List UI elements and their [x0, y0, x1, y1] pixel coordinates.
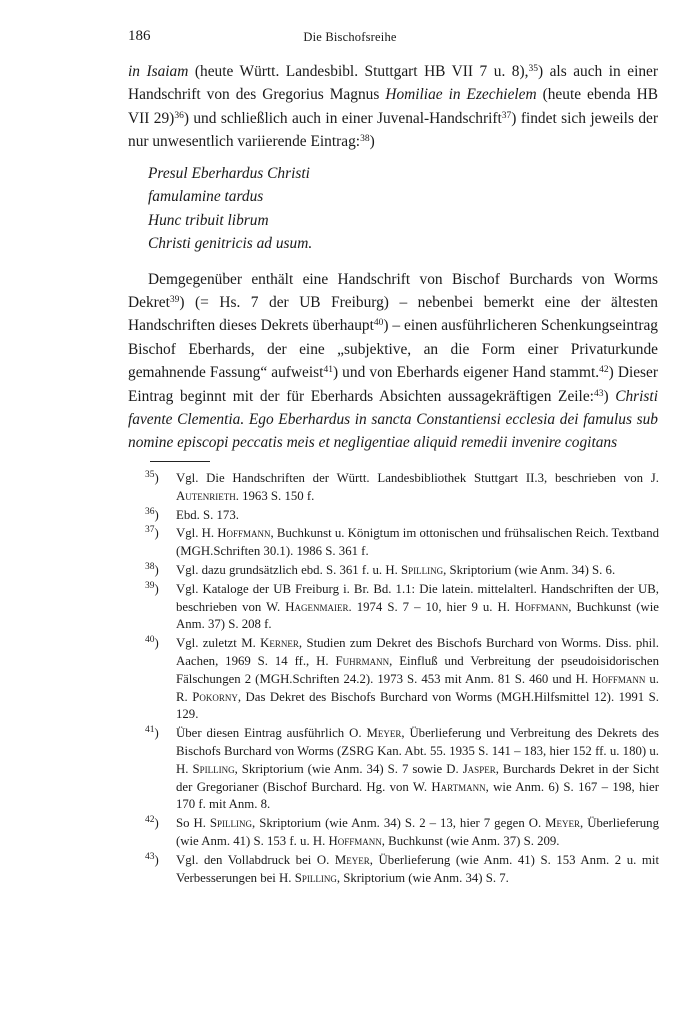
text-run: )	[369, 133, 375, 151]
footnote-ref: 43	[593, 388, 604, 399]
italic-text: in Isaiam	[128, 63, 189, 80]
text-run: (heute Württ. Landesbibl. Stuttgart HB VII 7 u. 8),	[188, 63, 529, 80]
text-run: Vgl. Die Handschriften der Württ. Landesbibliothek Stuttgart II.3, beschrieben von J.	[176, 471, 659, 485]
text-run: u. R.	[176, 671, 659, 704]
footnote	[145, 635, 659, 724]
text-run: Über diesen Eintrag ausführlich O.	[176, 726, 367, 741]
footnote	[145, 562, 659, 580]
main-text	[128, 60, 658, 455]
text-run: Demgegenüber enthält eine Handschrift von Bischof Burchards von Worms Dekret	[128, 270, 658, 312]
text-run: ) als auch in einer Handschrift von des Gregorius Magnus	[128, 63, 658, 104]
text-run: So H.	[176, 816, 210, 831]
footnote-text	[176, 636, 659, 721]
footnote-number: $^{38}$)	[145, 561, 159, 577]
author-name: Meyer	[366, 726, 402, 741]
text-run: , Überlieferung (wie Anm. 41) S. 153 Anm. 2 u. mit Verbesserungen bei H.	[176, 852, 659, 885]
paragraph	[128, 268, 658, 455]
text-run: , Einfluß und Verbreitung der pseudoisidorischen Fälschungen 2 (MGH.Schriften 24.2). 1973 S. 453 mit Anm. 81 S. 460 und H.	[176, 653, 660, 686]
footnote-text	[176, 563, 615, 577]
text-run: ) (= Hs. 7 der UB Freiburg) – nebenbei bemerkt eine der ältesten Handschriften dieses Dekrets überhaupt	[128, 294, 658, 335]
text-run: ) und von Eberhards eigener Hand stammt.	[332, 364, 600, 382]
footnote-number: $^{35}$)	[145, 470, 159, 485]
footnote-number-digits: 35	[145, 470, 155, 480]
author-name: Hoffmann	[514, 599, 569, 614]
footnote-number: $^{37}$)	[145, 525, 159, 541]
footnote	[145, 725, 659, 814]
author-name: Hoffmann	[328, 833, 382, 848]
footnote-text	[176, 471, 659, 503]
italic-text: Homiliae in Ezechielem	[385, 86, 537, 104]
text-run: , Buchkunst u. Königtum im ottonischen und frühsalischen Reich. Textband (MGH.Schriften 30.1). 1986 S. 361 f.	[176, 526, 659, 559]
footnote-number-digits: 41	[145, 725, 155, 736]
text-run: Vgl. H.	[176, 526, 218, 541]
footnote-number-digits: 38	[145, 561, 155, 572]
footnote-number-digits: 37	[145, 525, 155, 536]
text-run: , Skriptorium (wie Anm. 34) S. 7 sowie D.	[234, 761, 463, 776]
text-run: , Überlieferung (wie Anm. 41) S. 153 f. u. H.	[176, 816, 659, 848]
footnote-ref: 35	[528, 64, 538, 74]
footnote-number-digits: 36	[145, 506, 155, 517]
text-run: Vgl. dazu grundsätzlich ebd. S. 361 f. u. H.	[176, 562, 401, 577]
footnote	[145, 581, 659, 634]
text-run: ) – einen ausführlicheren Schenkungseintrag Bischof Eberhards, der eine „subjektive, an die Form einer Privaturkunde gemahnende Fassung“ aufweist	[128, 317, 658, 382]
footnotes	[145, 470, 659, 888]
footnote	[145, 525, 659, 561]
text-run: , Das Dekret des Bischofs Burchard von Worms (MGH.Hilfsmittel 12). 1991 S. 129.	[176, 689, 659, 722]
footnote	[145, 470, 659, 506]
text-run: ) und schließlich auch in einer Juvenal-Handschrift	[183, 109, 502, 127]
text-run: , Burchards Dekret in der Sicht der Gregorianer (Bischof Burchard. Hg. von W.	[176, 761, 659, 794]
footnote-number-digits: 39	[145, 580, 155, 591]
footnote	[145, 815, 659, 851]
author-name: Hagenmaier	[285, 599, 349, 614]
footnote-number: $^{42}$)	[145, 815, 159, 831]
footnote	[145, 507, 659, 525]
footnote-ref: 39	[169, 295, 180, 306]
footnote-ref: 40	[373, 318, 384, 329]
text-run: , Überlieferung und Verbreitung des Dekrets des Bischofs Burchard von Worms (ZSRG Kan. Abt. 55. 1935 S. 141 – 183, hier 152 ff. u. 180) u. H.	[176, 726, 659, 776]
author-name: Spilling	[400, 562, 444, 577]
author-name: Pokorny	[192, 689, 238, 704]
text-run: Vgl. zuletzt M.	[176, 636, 261, 651]
footnote-number-digits: 40	[145, 635, 155, 646]
text-run: (heute ebenda HB VII 29)	[128, 86, 658, 127]
author-name: Hoffmann	[592, 671, 646, 686]
footnote-number: $^{36}$)	[145, 506, 159, 522]
author-name: Meyer	[545, 816, 581, 831]
text-run: , Skriptorium (wie Anm. 34) S. 7.	[336, 870, 509, 885]
author-name: Spilling	[294, 870, 337, 885]
author-name: Jasper	[462, 761, 496, 776]
text-run: , Studien zum Dekret des Bischofs Burchard von Worms. Diss. phil. Aachen, 1969 S. 14 ff., H.	[176, 636, 659, 668]
footnote-ref: 42	[599, 365, 609, 376]
text-run: ) Dieser Eintrag beginnt mit der für Eberhards Absichten aussagekräftigen Zeile:	[128, 364, 658, 405]
text-run: , Skriptorium (wie Anm. 34) S. 6.	[443, 562, 616, 577]
footnote-number: $^{41}$)	[145, 725, 159, 741]
text-run: )	[603, 387, 616, 405]
running-head: Die Bischofsreihe	[303, 30, 397, 44]
footnote-ref: 37	[501, 110, 512, 121]
author-name: Meyer	[334, 852, 370, 867]
text-run: . 1963 S. 150 f.	[235, 488, 315, 503]
author-name: Spilling	[209, 816, 253, 831]
footnote-text	[176, 853, 659, 885]
footnote-text	[176, 526, 659, 558]
footnote-number: $^{39}$)	[145, 580, 159, 596]
footnote-ref: 41	[323, 365, 333, 376]
verse-line: Christi genitricis ad usum.	[148, 235, 313, 253]
text-run: Ebd. S. 173.	[176, 507, 239, 522]
footnote-number-digits: 43	[145, 851, 155, 862]
verse-line: Presul Eberhardus Christi	[148, 164, 310, 182]
footnote-ref: 36	[174, 110, 184, 121]
footnote-number: $^{43}$)	[145, 851, 159, 867]
text-run: Vgl. den Vollabdruck bei O.	[176, 852, 335, 867]
footnote-text	[176, 508, 239, 522]
text-run: , Skriptorium (wie Anm. 34) S. 2 – 13, hier 7 gegen O.	[252, 816, 546, 831]
paragraph-continued	[128, 60, 658, 154]
author-name: Hoffmann	[217, 526, 271, 541]
text-run: , Buchkunst (wie Anm. 37) S. 209.	[381, 833, 560, 848]
text-run: , Buchkunst (wie Anm. 37) S. 208 f.	[176, 599, 659, 632]
italic-text: Christi favente Clementia. Ego Eberhardus in sancta Constantiensi ecclesia dei famulus sub nomine episcopi peccatis meis et negligentiae aliquid remedii invenire cogitans	[128, 387, 658, 452]
text-run: . 1974 S. 7 – 10, hier 9 u. H.	[348, 599, 515, 614]
verse-line: famulamine tardus	[148, 188, 264, 206]
page-number: 186	[128, 28, 151, 44]
footnote-number: $^{40}$)	[145, 635, 159, 651]
author-name: Kerner	[260, 636, 299, 651]
footnote-separator	[150, 461, 210, 462]
author-name: Autenrieth	[176, 488, 236, 503]
footnote	[145, 852, 659, 888]
text-run: Vgl. Kataloge der UB Freiburg i. Br. Bd. 1.1: Die latein. mittelalterl. Handschriften der UB, beschrieben von W.	[176, 581, 659, 614]
text-run: ) findet sich jeweils der nur unwesentlich variierende Eintrag:	[128, 109, 659, 151]
text-run: , wie Anm. 6) S. 167 – 198, hier 170 f. mit Anm. 8.	[176, 779, 660, 812]
verse-inscription	[148, 162, 658, 256]
footnote-ref: 38	[360, 134, 370, 145]
verse-line: Hunc tribuit librum	[148, 211, 269, 229]
footnote-number-digits: 42	[145, 815, 155, 826]
author-name: Fuhrmann	[335, 653, 390, 668]
author-name: Hartmann	[431, 779, 486, 794]
author-name: Spilling	[192, 761, 235, 776]
footnote-text	[176, 816, 659, 848]
footnote-text	[176, 726, 659, 811]
footnote-text	[176, 582, 659, 632]
